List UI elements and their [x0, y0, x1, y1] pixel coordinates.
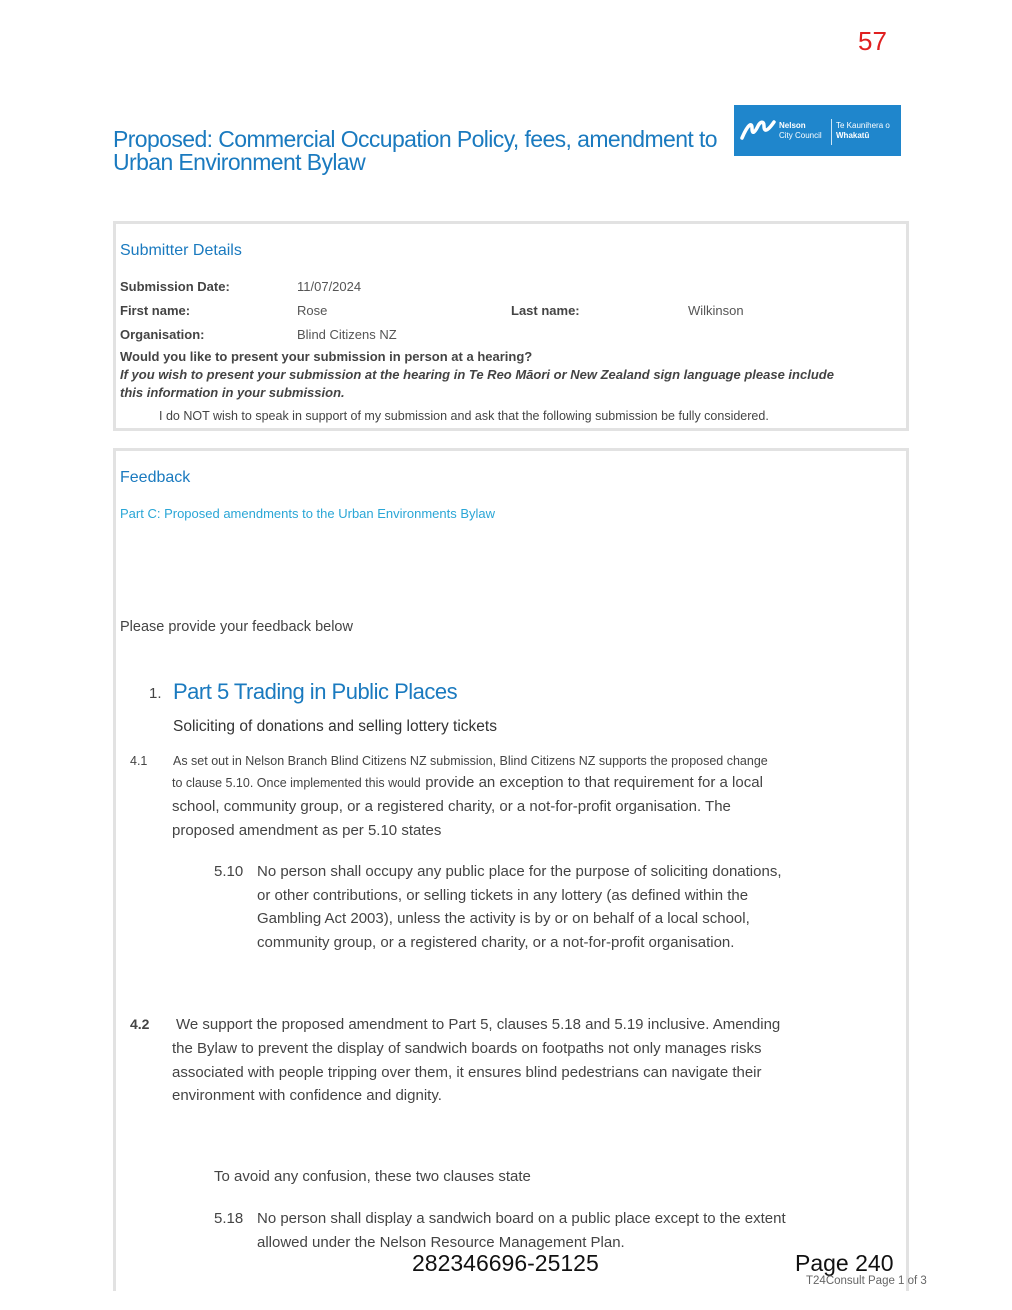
feedback-title: Feedback [120, 469, 191, 486]
council-logo [734, 105, 901, 156]
first-name-value: Rose [297, 303, 328, 318]
logo-text-city-council: City Council [779, 131, 822, 140]
clauses-intro: To avoid any confusion, these two clauses state [214, 1168, 531, 1185]
clause-5-10-number: 5.10 [214, 863, 244, 880]
clause-5-10-line-4: community group, or a registered charity, or a not-for-profit organisation. [257, 933, 735, 951]
logo-text-nelson: Nelson [779, 121, 806, 130]
logo-divider [831, 119, 832, 145]
page-label: Page 240 [795, 1250, 894, 1276]
hearing-question: Would you like to present your submission in person at a hearing? [120, 349, 533, 364]
part5-subheading: Soliciting of donations and selling lottery tickets [173, 718, 497, 735]
clause-5-10-line-1: No person shall occupy any public place for the purpose of soliciting donations, [257, 863, 782, 880]
feedback-prompt: Please provide your feedback below [120, 619, 353, 635]
submission-date-label: Submission Date: [120, 279, 230, 294]
last-name-value: Wilkinson [688, 303, 744, 318]
paragraph-4-1-line-2a: to clause 5.10. Once implemented this would [172, 776, 421, 790]
part5-heading: Part 5 Trading in Public Places [173, 679, 458, 704]
clause-5-10-line-3: Gambling Act 2003), unless the activity is by or on behalf of a local school, [257, 910, 750, 927]
hearing-note [120, 366, 900, 402]
paragraph-4-2-number: 4.2 [130, 1016, 150, 1032]
hearing-note-line-1: If you wish to present your submission at the hearing in Te Reo Māori or New Zealand sign language please include [120, 367, 834, 382]
clause-5-18-line-2: allowed under the Nelson Resource Management Plan. [257, 1233, 625, 1251]
paragraph-4-2-line-4: environment with confidence and dignity. [172, 1087, 442, 1104]
clause-5-18-text [257, 1207, 786, 1254]
organisation-label: Organisation: [120, 327, 205, 342]
logo-text-te-kaunihera: Te Kaunihera o [836, 121, 890, 130]
last-name-label: Last name: [511, 303, 580, 318]
paragraph-4-1-number: 4.1 [130, 754, 148, 768]
submitter-details-title: Submitter Details [120, 242, 242, 259]
submission-date-value: 11/07/2024 [297, 279, 362, 294]
clause-5-10-text [257, 860, 781, 954]
paragraph-4-1-line-4: proposed amendment as per 5.10 states [172, 822, 442, 839]
document-id: 282346696-25125 [412, 1250, 599, 1276]
clause-5-18-number: 5.18 [214, 1210, 244, 1227]
footer-page-of: T24Consult Page 1 of 3 [806, 1275, 927, 1287]
organisation-value: Blind Citizens NZ [297, 327, 397, 342]
clause-5-10-line-2: or other contributions, or selling tickets in any lottery (as defined within the [257, 886, 749, 904]
paragraph-4-1-line-1: As set out in Nelson Branch Blind Citizens NZ submission, Blind Citizens NZ supports the proposed change [173, 754, 768, 768]
page-title-line-2: Urban Environment Bylaw [113, 149, 366, 175]
page-title [113, 128, 723, 174]
heading-number: 1. [149, 685, 162, 702]
nelson-swoosh-icon [740, 118, 776, 142]
feedback-part-label: Part C: Proposed amendments to the Urban Environments Bylaw [120, 506, 496, 521]
paragraph-4-1-line-2 [172, 774, 763, 792]
paragraph-4-1-line-3: school, community group, or a registered charity, or a not-for-profit organisation. The [172, 798, 731, 815]
paragraph-4-2-line-3: associated with people tripping over them, it ensures blind pedestrians can navigate their [172, 1063, 762, 1081]
page-title-line-1: Proposed: Commercial Occupation Policy, fees, amendment to [113, 126, 717, 152]
paragraph-4-2-line-2: the Bylaw to prevent the display of sandwich boards on footpaths not only manages risks [172, 1040, 762, 1057]
clause-5-18-line-1: No person shall display a sandwich board on a public place except to the extent [257, 1210, 786, 1227]
paragraph-4-2-line-1: We support the proposed amendment to Part 5, clauses 5.18 and 5.19 inclusive. Amending [176, 1016, 781, 1033]
first-name-label: First name: [120, 303, 191, 318]
hearing-answer: I do NOT wish to speak in support of my submission and ask that the following submission be fully considered. [159, 409, 769, 423]
paragraph-4-2-rest [172, 1037, 762, 1108]
hearing-note-line-2: this information in your submission. [120, 385, 345, 400]
paragraph-4-1-line-2b: provide an exception to that requirement for a local [425, 774, 763, 791]
logo-text-whakatu: Whakatū [836, 131, 870, 140]
page-number: 57 [858, 26, 887, 56]
